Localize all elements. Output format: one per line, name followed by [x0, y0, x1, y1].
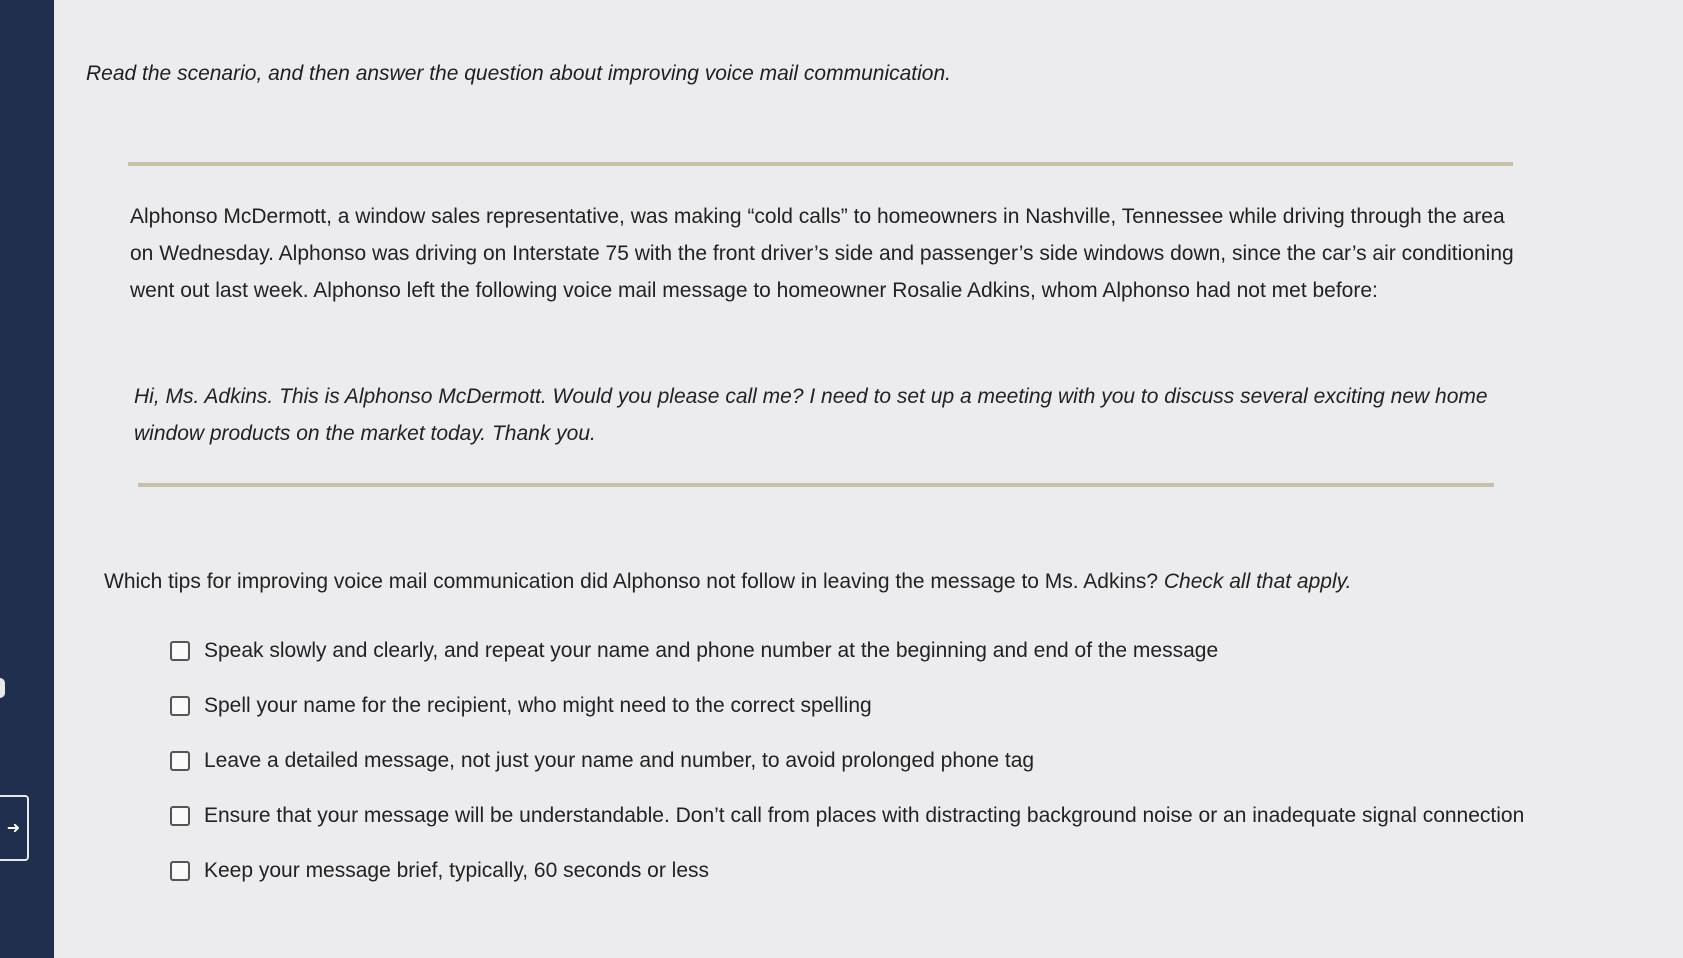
option-label: Ensure that your message will be understandable. Don’t call from places with distracting background noise or an inadequate signal connection: [204, 804, 1525, 827]
scenario-top-divider: [128, 162, 1513, 166]
option-checkbox[interactable]: [170, 806, 190, 826]
instructions-text: Read the scenario, and then answer the question about improving voice mail communication.: [86, 62, 951, 85]
scenario-bottom-divider: [138, 483, 1494, 487]
option-understandable[interactable]: [170, 798, 1550, 834]
option-spell-name[interactable]: [170, 688, 1550, 724]
option-keep-brief[interactable]: [170, 853, 1550, 889]
option-checkbox[interactable]: [170, 861, 190, 881]
sidebar-notch: [0, 678, 5, 698]
option-checkbox[interactable]: [170, 641, 190, 661]
option-checkbox[interactable]: [170, 751, 190, 771]
option-checkbox[interactable]: [170, 696, 190, 716]
option-detailed-message[interactable]: [170, 743, 1550, 779]
question-hint: Check all that apply.: [1163, 570, 1352, 593]
question-text: Which tips for improving voice mail communication did Alphonso not follow in leaving the message to Ms. Adkins?: [104, 570, 1159, 593]
arrow-right-icon: ➜: [6, 820, 21, 837]
scenario-paragraph: Alphonso McDermott, a window sales representative, was making “cold calls” to homeowners in Nashville, Tennessee while driving through the area on Wednesday. Alphonso was driving on Interstate 75 with the front driver’s side and passenger’s side windows down, since the car’s air conditioning went out last week. Alphonso left the following voice mail message to homeowner Rosalie Adkins, whom Alphonso had not met before:: [130, 205, 1514, 302]
answer-options: [170, 633, 1550, 908]
option-label: Keep your message brief, typically, 60 seconds or less: [204, 859, 710, 882]
question-prompt: [104, 570, 1554, 594]
voicemail-quote: Hi, Ms. Adkins. This is Alphonso McDermott. Would you please call me? I need to set up a meeting with you to discuss several exciting new home window products on the market today. Thank you.: [134, 385, 1488, 445]
left-sidebar: [0, 0, 54, 958]
question-panel: [54, 0, 1683, 958]
option-speak-slowly[interactable]: [170, 633, 1550, 669]
option-label: Leave a detailed message, not just your name and number, to avoid prolonged phone tag: [204, 749, 1035, 772]
option-label: Speak slowly and clearly, and repeat your name and phone number at the beginning and end of the message: [204, 639, 1219, 662]
expand-sidebar-button[interactable]: [0, 795, 29, 861]
option-label: Spell your name for the recipient, who might need to the correct spelling: [204, 694, 872, 717]
